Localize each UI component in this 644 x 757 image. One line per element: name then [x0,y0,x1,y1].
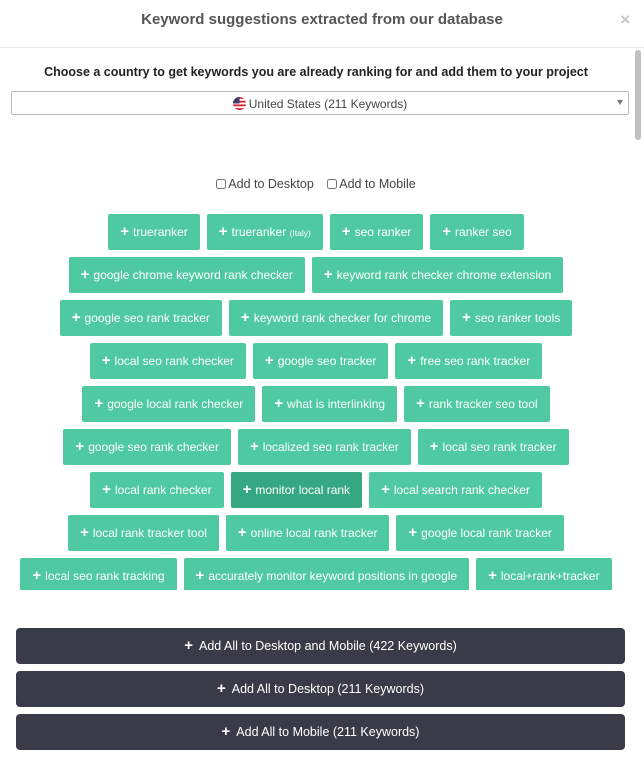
keyword-button[interactable] [63,429,231,465]
mobile-option[interactable]: Add to Mobile [327,177,415,191]
plus-icon: + [80,524,89,541]
keyword-label: what is interlinking [287,397,386,411]
plus-icon: + [407,352,417,369]
keyword-button[interactable] [68,515,219,551]
plus-icon: + [195,567,205,584]
plus-icon: + [274,395,284,412]
keyword-button[interactable] [238,429,411,465]
keyword-label: local seo rank checker [114,354,234,368]
keyword-country-tag: (Italy) [289,228,311,238]
keyword-button[interactable] [396,515,564,551]
plus-icon: + [218,223,228,240]
plus-icon: + [184,637,193,654]
keyword-label: local rank tracker tool [92,526,207,540]
keyword-label: keyword rank checker chrome extension [336,268,552,282]
keyword-row [0,214,632,250]
us-flag-icon [233,97,246,113]
keyword-list [0,214,632,590]
mobile-checkbox[interactable] [327,179,337,189]
keyword-label: seo ranker tools [474,311,561,325]
chevron-down-icon [617,100,623,105]
keyword-label: google local rank tracker [421,526,552,540]
keyword-label: google local rank checker [107,397,244,411]
keyword-button[interactable] [395,343,542,379]
keyword-button[interactable] [262,386,397,422]
add-all-desktop-button[interactable]: + Add All to Desktop (211 Keywords) [16,671,625,707]
plus-icon: + [341,223,351,240]
country-select[interactable] [11,91,629,115]
keyword-label: google seo rank checker [88,440,219,454]
plus-icon: + [217,680,226,697]
bulk-actions [16,628,625,757]
keyword-label: accurately monitor keyword positions in google [208,569,458,583]
keyword-label: monitor local rank [255,483,351,497]
keyword-button[interactable] [82,386,255,422]
keyword-button[interactable] [69,257,305,293]
keyword-row [0,515,632,551]
plus-icon: + [408,524,418,541]
keyword-button[interactable] [404,386,549,422]
plus-icon: + [264,352,274,369]
keyword-row [0,472,632,508]
keyword-row [0,386,632,422]
keyword-row [0,257,632,293]
modal-title: Keyword suggestions extracted from our database [141,11,503,28]
keyword-label: local rank checker [114,483,212,497]
keyword-button[interactable] [312,257,564,293]
plus-icon: + [221,723,231,740]
close-icon[interactable]: × [620,10,630,29]
plus-icon: + [323,266,333,283]
keyword-label: local seo rank tracking [45,569,165,583]
plus-icon: + [249,438,259,455]
plus-icon: + [102,481,111,498]
plus-icon: + [240,309,250,326]
scrollbar[interactable] [635,50,641,140]
modal-header [0,0,644,48]
keyword-label: local+rank+tracker [500,569,600,583]
keyword-button[interactable] [253,343,389,379]
keyword-label: google seo rank tracker [84,311,210,325]
plus-icon: + [242,481,252,498]
plus-icon: + [429,438,439,455]
desktop-checkbox[interactable] [216,179,226,189]
plus-icon: + [416,395,425,412]
plus-icon: + [237,524,247,541]
add-all-both-button[interactable]: + Add All to Desktop and Mobile (422 Keywords) [16,628,625,664]
keyword-button[interactable] [90,472,223,508]
plus-icon: + [442,223,452,240]
plus-icon: + [101,352,111,369]
keyword-button[interactable] [184,558,470,590]
keyword-row [0,558,632,590]
add-all-mobile-button[interactable]: + Add All to Mobile (211 Keywords) [16,714,625,750]
keyword-row [0,343,632,379]
keyword-label: online local rank tracker [250,526,378,540]
country-select-value: United States (211 Keywords) [248,97,408,111]
keyword-row [0,429,632,465]
keyword-button[interactable] [369,472,542,508]
plus-icon: + [488,567,497,584]
keyword-row [0,300,632,336]
keyword-label: local search rank checker [393,483,530,497]
keyword-label: rank tracker seo tool [428,397,538,411]
plus-icon: + [75,438,85,455]
keyword-label: free seo rank tracker [420,354,531,368]
plus-icon: + [94,395,104,412]
keyword-button[interactable] [231,472,362,508]
plus-icon: + [381,481,390,498]
desktop-option[interactable]: Add to Desktop [216,177,313,191]
plus-icon: + [32,567,42,584]
keyword-label: google chrome keyword rank checker [93,268,293,282]
keyword-button[interactable] [226,515,390,551]
keyword-button[interactable] [450,300,572,336]
keyword-label: ranker seo [455,225,512,239]
keyword-label: keyword rank checker for chrome [253,311,432,325]
keyword-label: google seo tracker [277,354,377,368]
keyword-button[interactable] [418,429,569,465]
keyword-label: trueranker [133,225,188,239]
keyword-label: seo ranker [354,225,412,239]
keyword-button[interactable] [330,214,423,250]
keyword-label: local seo rank tracker [442,440,557,454]
plus-icon: + [462,309,471,326]
keyword-label: trueranker [231,225,287,239]
plus-icon: + [80,266,90,283]
keyword-label: localized seo rank tracker [262,440,399,454]
device-options [0,177,632,191]
keyword-button[interactable] [430,214,523,250]
keyword-button[interactable] [90,343,246,379]
plus-icon: + [71,309,81,326]
keyword-button[interactable] [20,558,176,590]
keyword-button[interactable] [476,558,611,590]
plus-icon: + [120,223,130,240]
keyword-button[interactable] [60,300,222,336]
country-prompt: Choose a country to get keywords you are already ranking for and add them to your project [44,65,588,79]
keyword-button[interactable] [108,214,199,250]
keyword-button[interactable] [229,300,443,336]
keyword-button[interactable] [207,214,323,250]
